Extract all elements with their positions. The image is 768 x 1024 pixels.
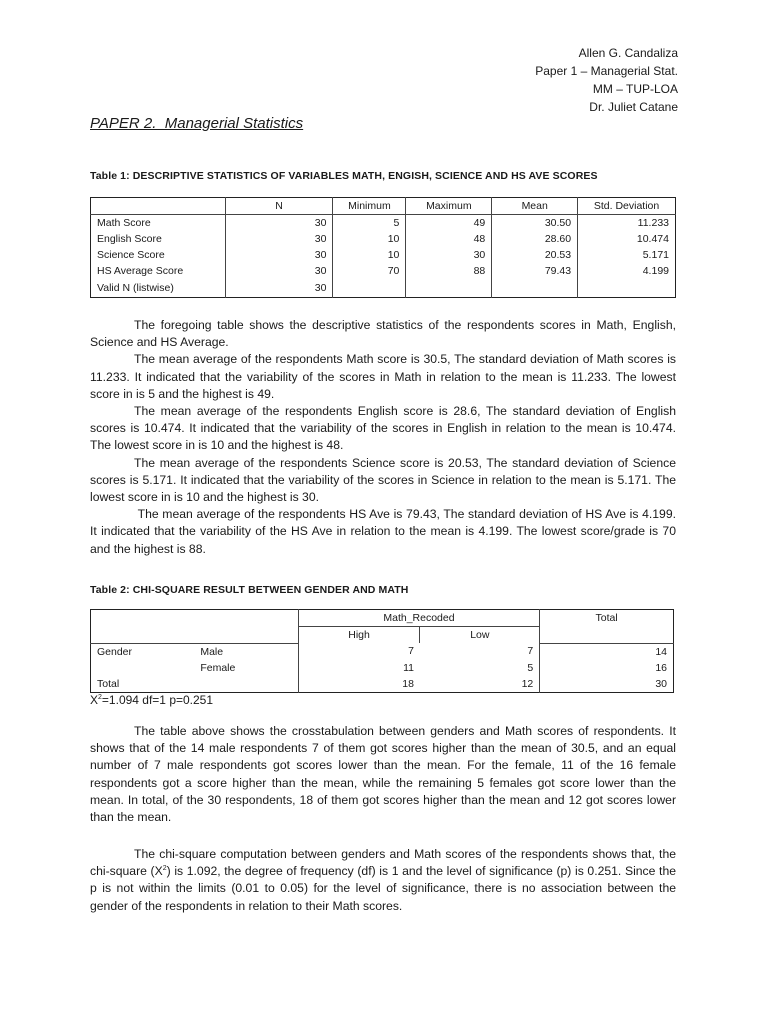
program-label: MM – TUP-LOA xyxy=(592,82,678,96)
author-header xyxy=(535,44,678,116)
row-label: Math Score xyxy=(97,217,151,229)
table-cell xyxy=(492,279,578,298)
descriptive-stats-table xyxy=(90,197,676,298)
chi-symbol: X xyxy=(90,693,99,707)
row-label: English Score xyxy=(97,233,162,245)
column-header: Std. Deviation xyxy=(578,198,676,215)
table-cell: 88 xyxy=(406,263,492,279)
table-cell: 30 xyxy=(225,263,333,279)
row-label: Female xyxy=(200,661,236,674)
paragraph: The table above shows the crosstabulation between genders and Math scores of respondents. It shows that of the 14 male respondents 7 of them got scores higher than the mean of 30.5, and an equal number of 7 male respondents got scores lower than the mean. For the female, 11 of the 16 female respondents got a score higher than the mean, while the remaining 5 females got score lower than the mean. In total, of the 30 respondents, 18 of them got scores higher than the mean and 12 got scores lower than the mean. xyxy=(90,724,676,825)
table-row xyxy=(91,231,676,247)
table-row xyxy=(91,279,676,298)
paragraph xyxy=(90,846,676,915)
table-cell: 48 xyxy=(406,231,492,247)
row-label: HS Average Score xyxy=(97,265,184,277)
table-cell xyxy=(406,279,492,298)
total-header: Total xyxy=(540,610,674,644)
column-header: Low xyxy=(420,627,540,644)
table-cell: 10.474 xyxy=(578,231,676,247)
column-header: Mean xyxy=(492,198,578,215)
table-cell xyxy=(578,279,676,298)
table-cell: 30 xyxy=(225,215,333,232)
table-row xyxy=(91,263,676,279)
column-header: Maximum xyxy=(406,198,492,215)
table-cell: 7 xyxy=(298,643,420,660)
table1-caption: Table 1: DESCRIPTIVE STATISTICS OF VARIABLES MATH, ENGISH, SCIENCE AND HS AVE SCORES xyxy=(90,170,598,182)
paragraph: The mean average of the respondents Science score is 20.53, The standard deviation of Science scores is 5.171. It indicated that the variability of the scores in Science in relation to the mean is 5.171. The lowest score in is 10 and the highest is 30. xyxy=(90,455,676,505)
paragraph-text: The chi-square computation between genders and Math scores of the respondents shows that, the chi-square (X xyxy=(90,847,676,879)
table-cell: 10 xyxy=(333,247,406,263)
table-row xyxy=(91,676,674,693)
paragraph-text: ) is 1.092, the degree of frequency (df) is 1 and the level of significance (p) is 0.251. Since the p is not within the limits (0.01 to 0.05) for the level of significance, there is no association between the gender of the respondents in relation to their Math scores. xyxy=(90,864,677,913)
table-row xyxy=(91,643,674,660)
row-group-label: Gender xyxy=(97,645,133,658)
table-cell: 5 xyxy=(527,661,534,674)
table-cell xyxy=(333,279,406,298)
table-cell: 30 xyxy=(540,676,674,693)
table-cell: 11.233 xyxy=(578,215,676,232)
chi-exponent: 2 xyxy=(98,694,102,701)
table-row xyxy=(91,215,676,232)
table-cell: 7 xyxy=(527,645,534,658)
column-header: High xyxy=(298,627,420,644)
table-cell: 16 xyxy=(540,660,674,676)
table-row xyxy=(91,247,676,263)
table-cell: 14 xyxy=(540,643,674,660)
empty-cell xyxy=(91,660,195,676)
column-header xyxy=(91,198,226,215)
paragraph: The foregoing table shows the descriptive statistics of the respondents scores in Math, English, Science and HS Average. xyxy=(90,318,676,350)
table-header-row xyxy=(91,610,674,627)
paragraph: The mean average of the respondents HS Ave is 79.43, The standard deviation of HS Ave is 4.199. It indicated that the variability of the HS Ave in relation to the mean is 4.199. The lowest score/grade is 70 and the highest is 88. xyxy=(90,507,680,556)
row-label: Valid N (listwise) xyxy=(97,282,174,294)
corner-cell xyxy=(91,610,299,644)
paragraph: The mean average of the respondents English score is 28.6, The standard deviation of English scores is 10.474. It indicated that the variability of the scores in English in relation to the mean is 10.474. The lowest score in is 10 and the highest is 48. xyxy=(90,404,676,453)
professor-name: Dr. Juliet Catane xyxy=(589,100,678,114)
table-cell: 10 xyxy=(333,231,406,247)
column-header: N xyxy=(225,198,333,215)
chi-square-result xyxy=(90,693,213,707)
table-cell: 70 xyxy=(333,263,406,279)
table-header-row xyxy=(91,198,676,215)
table-cell: 49 xyxy=(406,215,492,232)
paper-label: Paper 1 – Managerial Stat. xyxy=(535,64,678,78)
row-label: Male xyxy=(200,645,224,658)
chi-values: =1.094 df=1 p=0.251 xyxy=(101,693,214,707)
crosstab-table xyxy=(90,609,674,693)
column-group-header: Math_Recoded xyxy=(298,610,540,627)
table-cell: 30 xyxy=(406,247,492,263)
column-header: Minimum xyxy=(333,198,406,215)
table1-discussion xyxy=(90,317,680,558)
row-label: Science Score xyxy=(97,249,165,261)
table-cell: 30 xyxy=(225,247,333,263)
table2-caption: Table 2: CHI-SQUARE RESULT BETWEEN GENDER AND MATH xyxy=(90,584,409,596)
empty-cell xyxy=(194,676,298,693)
crosstab-discussion xyxy=(90,723,676,826)
table-cell: 30.50 xyxy=(492,215,578,232)
table-cell: 79.43 xyxy=(492,263,578,279)
table-cell: 30 xyxy=(225,279,333,298)
table-cell: 12 xyxy=(521,677,534,690)
superscript: 2 xyxy=(162,865,167,873)
table-cell: 30 xyxy=(225,231,333,247)
table-cell: 4.199 xyxy=(578,263,676,279)
row-label: Total xyxy=(97,677,120,690)
table-cell: 5.171 xyxy=(578,247,676,263)
chi-square-discussion xyxy=(90,846,676,915)
paper-title: PAPER 2. Managerial Statistics xyxy=(90,115,304,132)
table-cell: 11 xyxy=(298,660,420,676)
table-cell: 5 xyxy=(333,215,406,232)
table-cell: 18 xyxy=(298,676,420,693)
table-row xyxy=(91,660,674,676)
table-cell: 28.60 xyxy=(492,231,578,247)
table-cell: 20.53 xyxy=(492,247,578,263)
author-name: Allen G. Candaliza xyxy=(578,46,678,60)
paragraph: The mean average of the respondents Math score is 30.5, The standard deviation of Math scores is 11.233. It indicated that the variability of the scores in Math in relation to the mean is 11.233. The lowest score in is 5 and the highest is 49. xyxy=(90,352,676,401)
